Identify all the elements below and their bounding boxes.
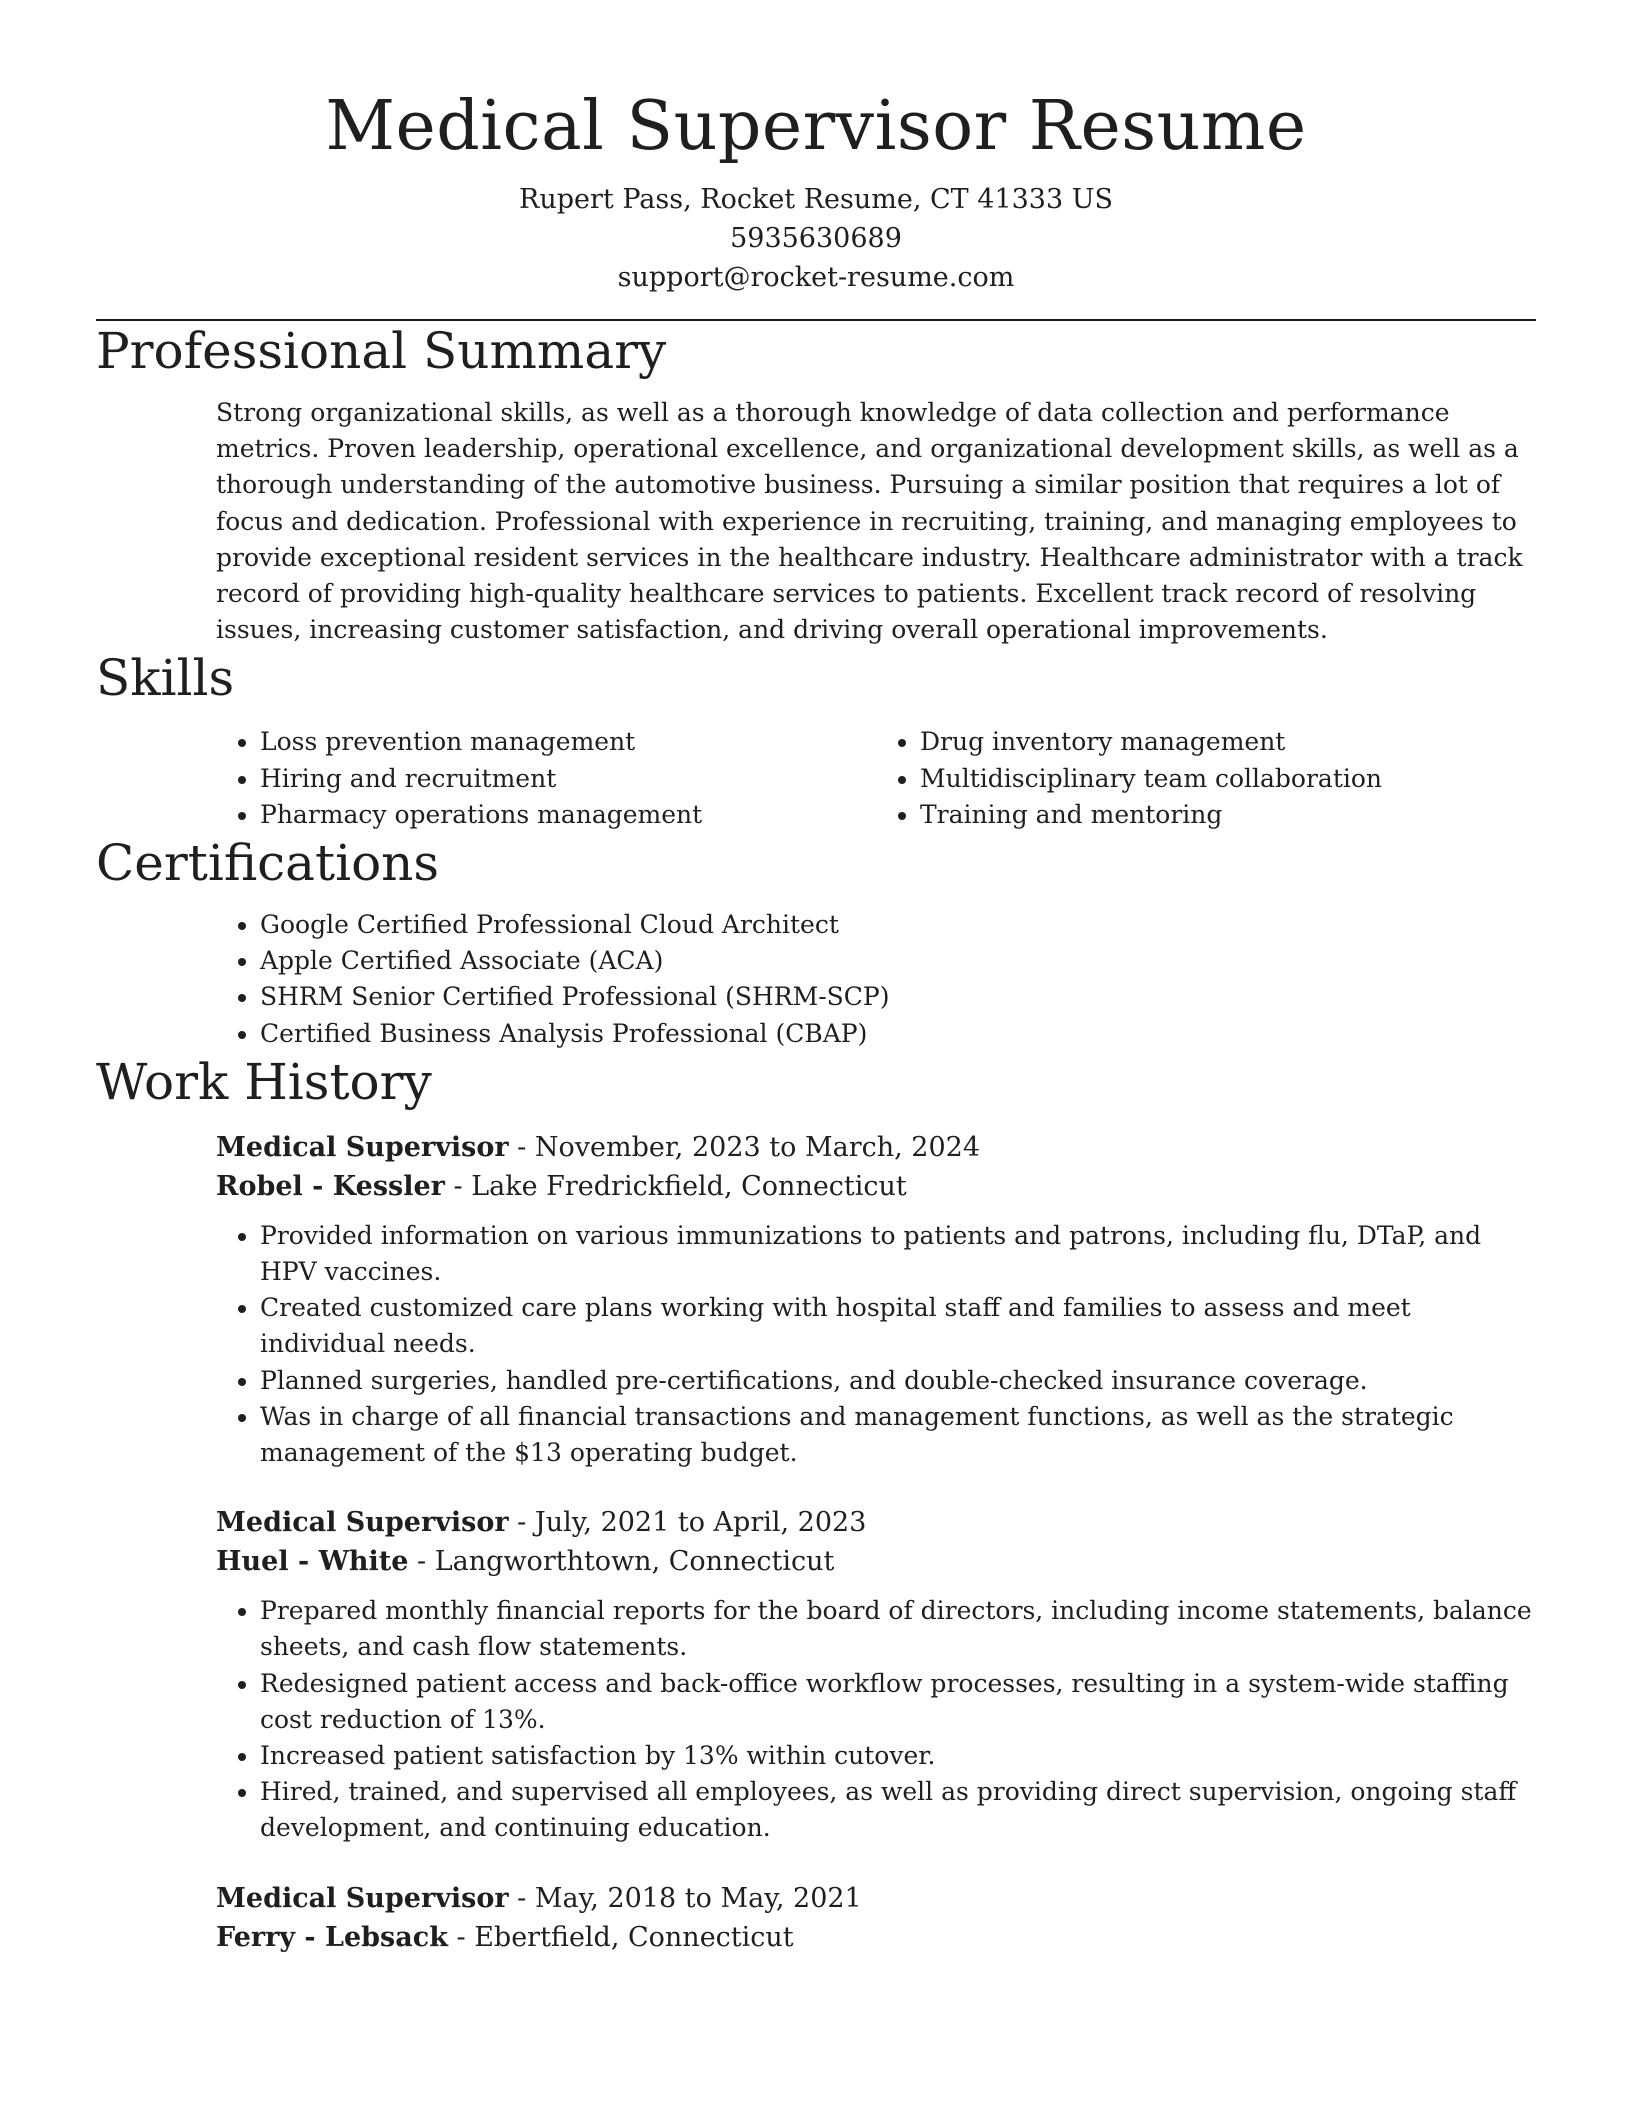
skills-heading: Skills bbox=[96, 649, 235, 708]
skills-list bbox=[216, 724, 1536, 833]
work-history-heading: Work History bbox=[96, 1052, 432, 1111]
skill-item: • Multidisciplinary team collaboration bbox=[920, 761, 1536, 797]
certifications-list bbox=[216, 907, 1536, 1052]
certification-item: • Certified Business Analysis Professional (CBAP) bbox=[260, 1016, 1536, 1052]
job-location: Lake Fredrickfield, Connecticut bbox=[471, 1170, 907, 1202]
resume-title: Medical Supervisor Resume bbox=[325, 87, 1307, 166]
contact-phone: 5935630689 bbox=[730, 223, 902, 254]
job-entry bbox=[216, 1128, 1536, 1471]
certification-item: • SHRM Senior Certified Professional (SHRM-SCP) bbox=[260, 979, 1536, 1015]
job-title: Medical Supervisor bbox=[216, 1131, 509, 1163]
contact-address: Rupert Pass, Rocket Resume, CT 41333 US bbox=[519, 184, 1113, 215]
job-dates: November, 2023 to March, 2024 bbox=[534, 1131, 980, 1163]
summary-text: Strong organizational skills, as well as a thorough knowledge of data collection and performance metrics. Proven leadership, operational excellence, and organizational development skills, as well as a thorough understanding of the automotive business. Pursuing a similar position that requires a lot of focus and dedication. Professional with experience in recruiting, training, and managing employees to provide exceptional resident services in the healthcare industry. Healthcare administrator with a track record of providing high-quality healthcare services to patients. Excellent track record of resolving issues, increasing customer satisfaction, and driving overall operational improvements. bbox=[216, 398, 1523, 645]
skill-item: • Training and mentoring bbox=[920, 797, 1536, 833]
job-company: Huel - White bbox=[216, 1546, 409, 1578]
skill-item: • Hiring and recruitment bbox=[260, 761, 876, 797]
job-bullet: • Hired, trained, and supervised all employees, as well as providing direct supervision, ongoing staff development, and continuing education. bbox=[260, 1774, 1536, 1846]
job-dates: May, 2018 to May, 2021 bbox=[534, 1882, 862, 1914]
skills-column-left bbox=[216, 724, 876, 833]
job-bullet: • Created customized care plans working with hospital staff and families to assess and meet individual needs. bbox=[260, 1290, 1536, 1362]
job-bullet: • Increased patient satisfaction by 13% within cutover. bbox=[260, 1738, 1536, 1774]
job-bullet: • Redesigned patient access and back-office workflow processes, resulting in a system-wide staffing cost reduction of 13%. bbox=[260, 1666, 1536, 1738]
job-location: Ebertfield, Connecticut bbox=[474, 1921, 794, 1953]
job-bullet: • Was in charge of all financial transactions and management functions, as well as the strategic management of the $13 operating budget. bbox=[260, 1399, 1536, 1471]
certifications-heading: Certifications bbox=[96, 834, 440, 893]
job-title: Medical Supervisor bbox=[216, 1882, 509, 1914]
job-bullet: • Provided information on various immunizations to patients and patrons, including flu, DTaP, and HPV vaccines. bbox=[260, 1218, 1536, 1290]
contact-email: support@rocket-resume.com bbox=[617, 262, 1015, 293]
job-title-line: Medical Supervisor - July, 2021 to April, 2023 bbox=[216, 1507, 867, 1539]
skill-item: • Drug inventory management bbox=[920, 724, 1536, 760]
resume-page bbox=[96, 0, 1536, 1957]
job-bullets bbox=[216, 1593, 1536, 1846]
job-title-line: Medical Supervisor - November, 2023 to March, 2024 bbox=[216, 1131, 980, 1163]
job-company: Robel - Kessler bbox=[216, 1170, 445, 1202]
certification-item: • Apple Certified Associate (ACA) bbox=[260, 943, 1536, 979]
job-location: Langworthtown, Connecticut bbox=[434, 1546, 835, 1578]
job-company-line: Ferry - Lebsack - Ebertfield, Connecticut bbox=[216, 1921, 794, 1953]
job-company: Ferry - Lebsack bbox=[216, 1921, 448, 1953]
job-dates: July, 2021 to April, 2023 bbox=[534, 1507, 867, 1539]
summary-heading: Professional Summary bbox=[96, 322, 667, 380]
job-bullet: • Prepared monthly financial reports for the board of directors, including income statements, balance sheets, and cash flow statements. bbox=[260, 1593, 1536, 1665]
skills-column-right bbox=[876, 724, 1536, 833]
job-company-line: Huel - White - Langworthtown, Connecticut bbox=[216, 1546, 835, 1578]
job-title-line: Medical Supervisor - May, 2018 to May, 2021 bbox=[216, 1882, 862, 1914]
job-bullets bbox=[216, 1218, 1536, 1471]
contact-block bbox=[96, 180, 1536, 297]
job-entry bbox=[216, 1503, 1536, 1846]
job-bullet: • Planned surgeries, handled pre-certifications, and double-checked insurance coverage. bbox=[260, 1363, 1536, 1399]
skill-item: • Loss prevention management bbox=[260, 724, 876, 760]
job-company-line: Robel - Kessler - Lake Fredrickfield, Connecticut bbox=[216, 1170, 907, 1202]
job-entry bbox=[216, 1879, 1536, 1957]
certification-item: • Google Certified Professional Cloud Architect bbox=[260, 907, 1536, 943]
skill-item: • Pharmacy operations management bbox=[260, 797, 876, 833]
job-title: Medical Supervisor bbox=[216, 1507, 509, 1539]
